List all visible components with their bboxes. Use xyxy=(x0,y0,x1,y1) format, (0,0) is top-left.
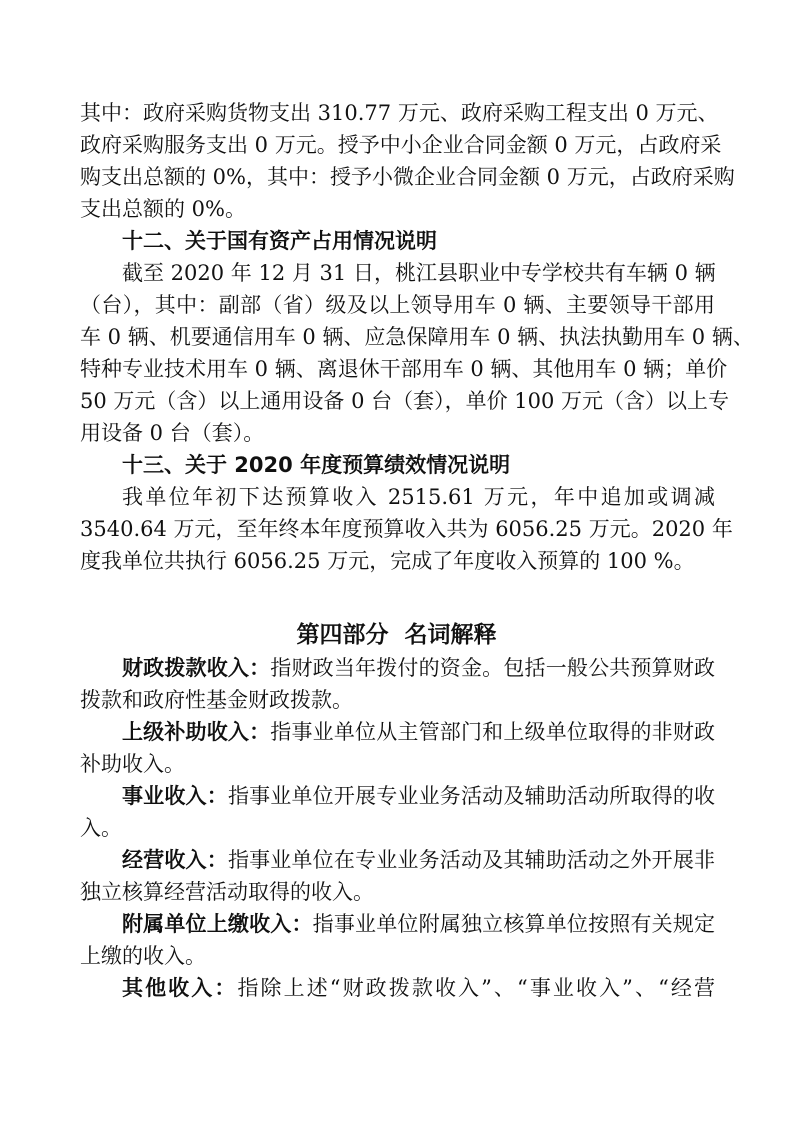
definition-other-income xyxy=(80,972,715,1004)
definition-term: 其他收入： xyxy=(122,976,238,1000)
text-line xyxy=(80,972,715,1004)
text-line xyxy=(80,844,715,876)
definition-term: 事业收入： xyxy=(122,784,228,808)
document-body-upper xyxy=(80,97,754,577)
definition-term: 经营收入： xyxy=(122,848,228,872)
text-line: 政府采购服务支出 0 万元。授予中小企业合同金额 0 万元，占政府采 xyxy=(80,133,722,157)
text-line: 3540.64 万元，至年终本年度预算收入共为 6056.25 万元。2020 年 xyxy=(80,517,733,541)
text-line: 入。 xyxy=(80,816,122,840)
definition-term: 附属单位上缴收入： xyxy=(122,912,313,936)
definition-text: 指事业单位在专业业务活动及其辅助活动之外开展非 xyxy=(227,848,716,872)
procurement-paragraph xyxy=(80,97,735,225)
definition-affiliate-remittance xyxy=(80,908,715,972)
text-line xyxy=(80,780,715,812)
section-13-heading: 十三、关于 2020 年度预算绩效情况说明 xyxy=(122,453,511,477)
text-line xyxy=(80,908,715,940)
text-line: 支出总额的 0%。 xyxy=(80,197,246,221)
assets-paragraph xyxy=(80,257,754,449)
text-line: 拨款和政府性基金财政拨款。 xyxy=(80,688,353,712)
definition-text: 指事业单位附属独立核算单位按照有关规定 xyxy=(312,912,716,936)
definition-text: 指事业单位开展专业业务活动及辅助活动所取得的收 xyxy=(227,784,716,808)
text-line: 用设备 0 台（套）。 xyxy=(80,421,265,445)
definition-text: 指事业单位从主管部门和上级单位取得的非财政 xyxy=(270,720,715,744)
text-line: 度我单位共执行 6056.25 万元，完成了年度收入预算的 100 %。 xyxy=(80,549,695,573)
definition-fiscal-appropriation xyxy=(80,652,715,716)
definition-text: 指除上述“财政拨款收入”、“事业收入”、“经营 xyxy=(237,976,715,1000)
definitions-list xyxy=(80,652,715,1004)
definition-operating-income xyxy=(80,844,715,908)
definition-term: 财政拨款收入： xyxy=(122,656,271,680)
text-line: 50 万元（含）以上通用设备 0 台（套），单价 100 万元（含）以上专 xyxy=(80,389,730,413)
text-line: 我单位年初下达预算收入 2515.61 万元，年中追加或调减 xyxy=(122,485,715,509)
definition-business-income xyxy=(80,780,715,844)
text-line xyxy=(80,652,715,684)
text-line: 补助收入。 xyxy=(80,752,185,776)
part-4-title: 第四部分 名词解释 xyxy=(296,622,497,648)
text-line: 特种专业技术用车 0 辆、离退休干部用车 0 辆、其他用车 0 辆；单价 xyxy=(80,357,728,381)
definition-superior-subsidy xyxy=(80,716,715,780)
text-line: 购支出总额的 0%，其中：授予小微企业合同金额 0 万元，占政府采购 xyxy=(80,165,735,189)
text-line: 上缴的收入。 xyxy=(80,944,206,968)
definition-text: 指财政当年拨付的资金。包括一般公共预算财政 xyxy=(270,656,715,680)
section-12-heading: 十二、关于国有资产占用情况说明 xyxy=(122,229,437,253)
performance-paragraph xyxy=(80,481,733,577)
text-line xyxy=(80,716,715,748)
text-line: 车 0 辆、机要通信用车 0 辆、应急保障用车 0 辆、执法执勤用车 0 辆、 xyxy=(80,325,754,349)
text-line: 截至 2020 年 12 月 31 日，桃江县职业中专学校共有车辆 0 辆 xyxy=(122,261,716,285)
text-line: （台），其中：副部（省）级及以上领导用车 0 辆、主要领导干部用 xyxy=(80,293,715,317)
text-line: 其中：政府采购货物支出 310.77 万元、政府采购工程支出 0 万元、 xyxy=(80,101,719,125)
definition-term: 上级补助收入： xyxy=(122,720,271,744)
text-line: 独立核算经营活动取得的收入。 xyxy=(80,880,374,904)
